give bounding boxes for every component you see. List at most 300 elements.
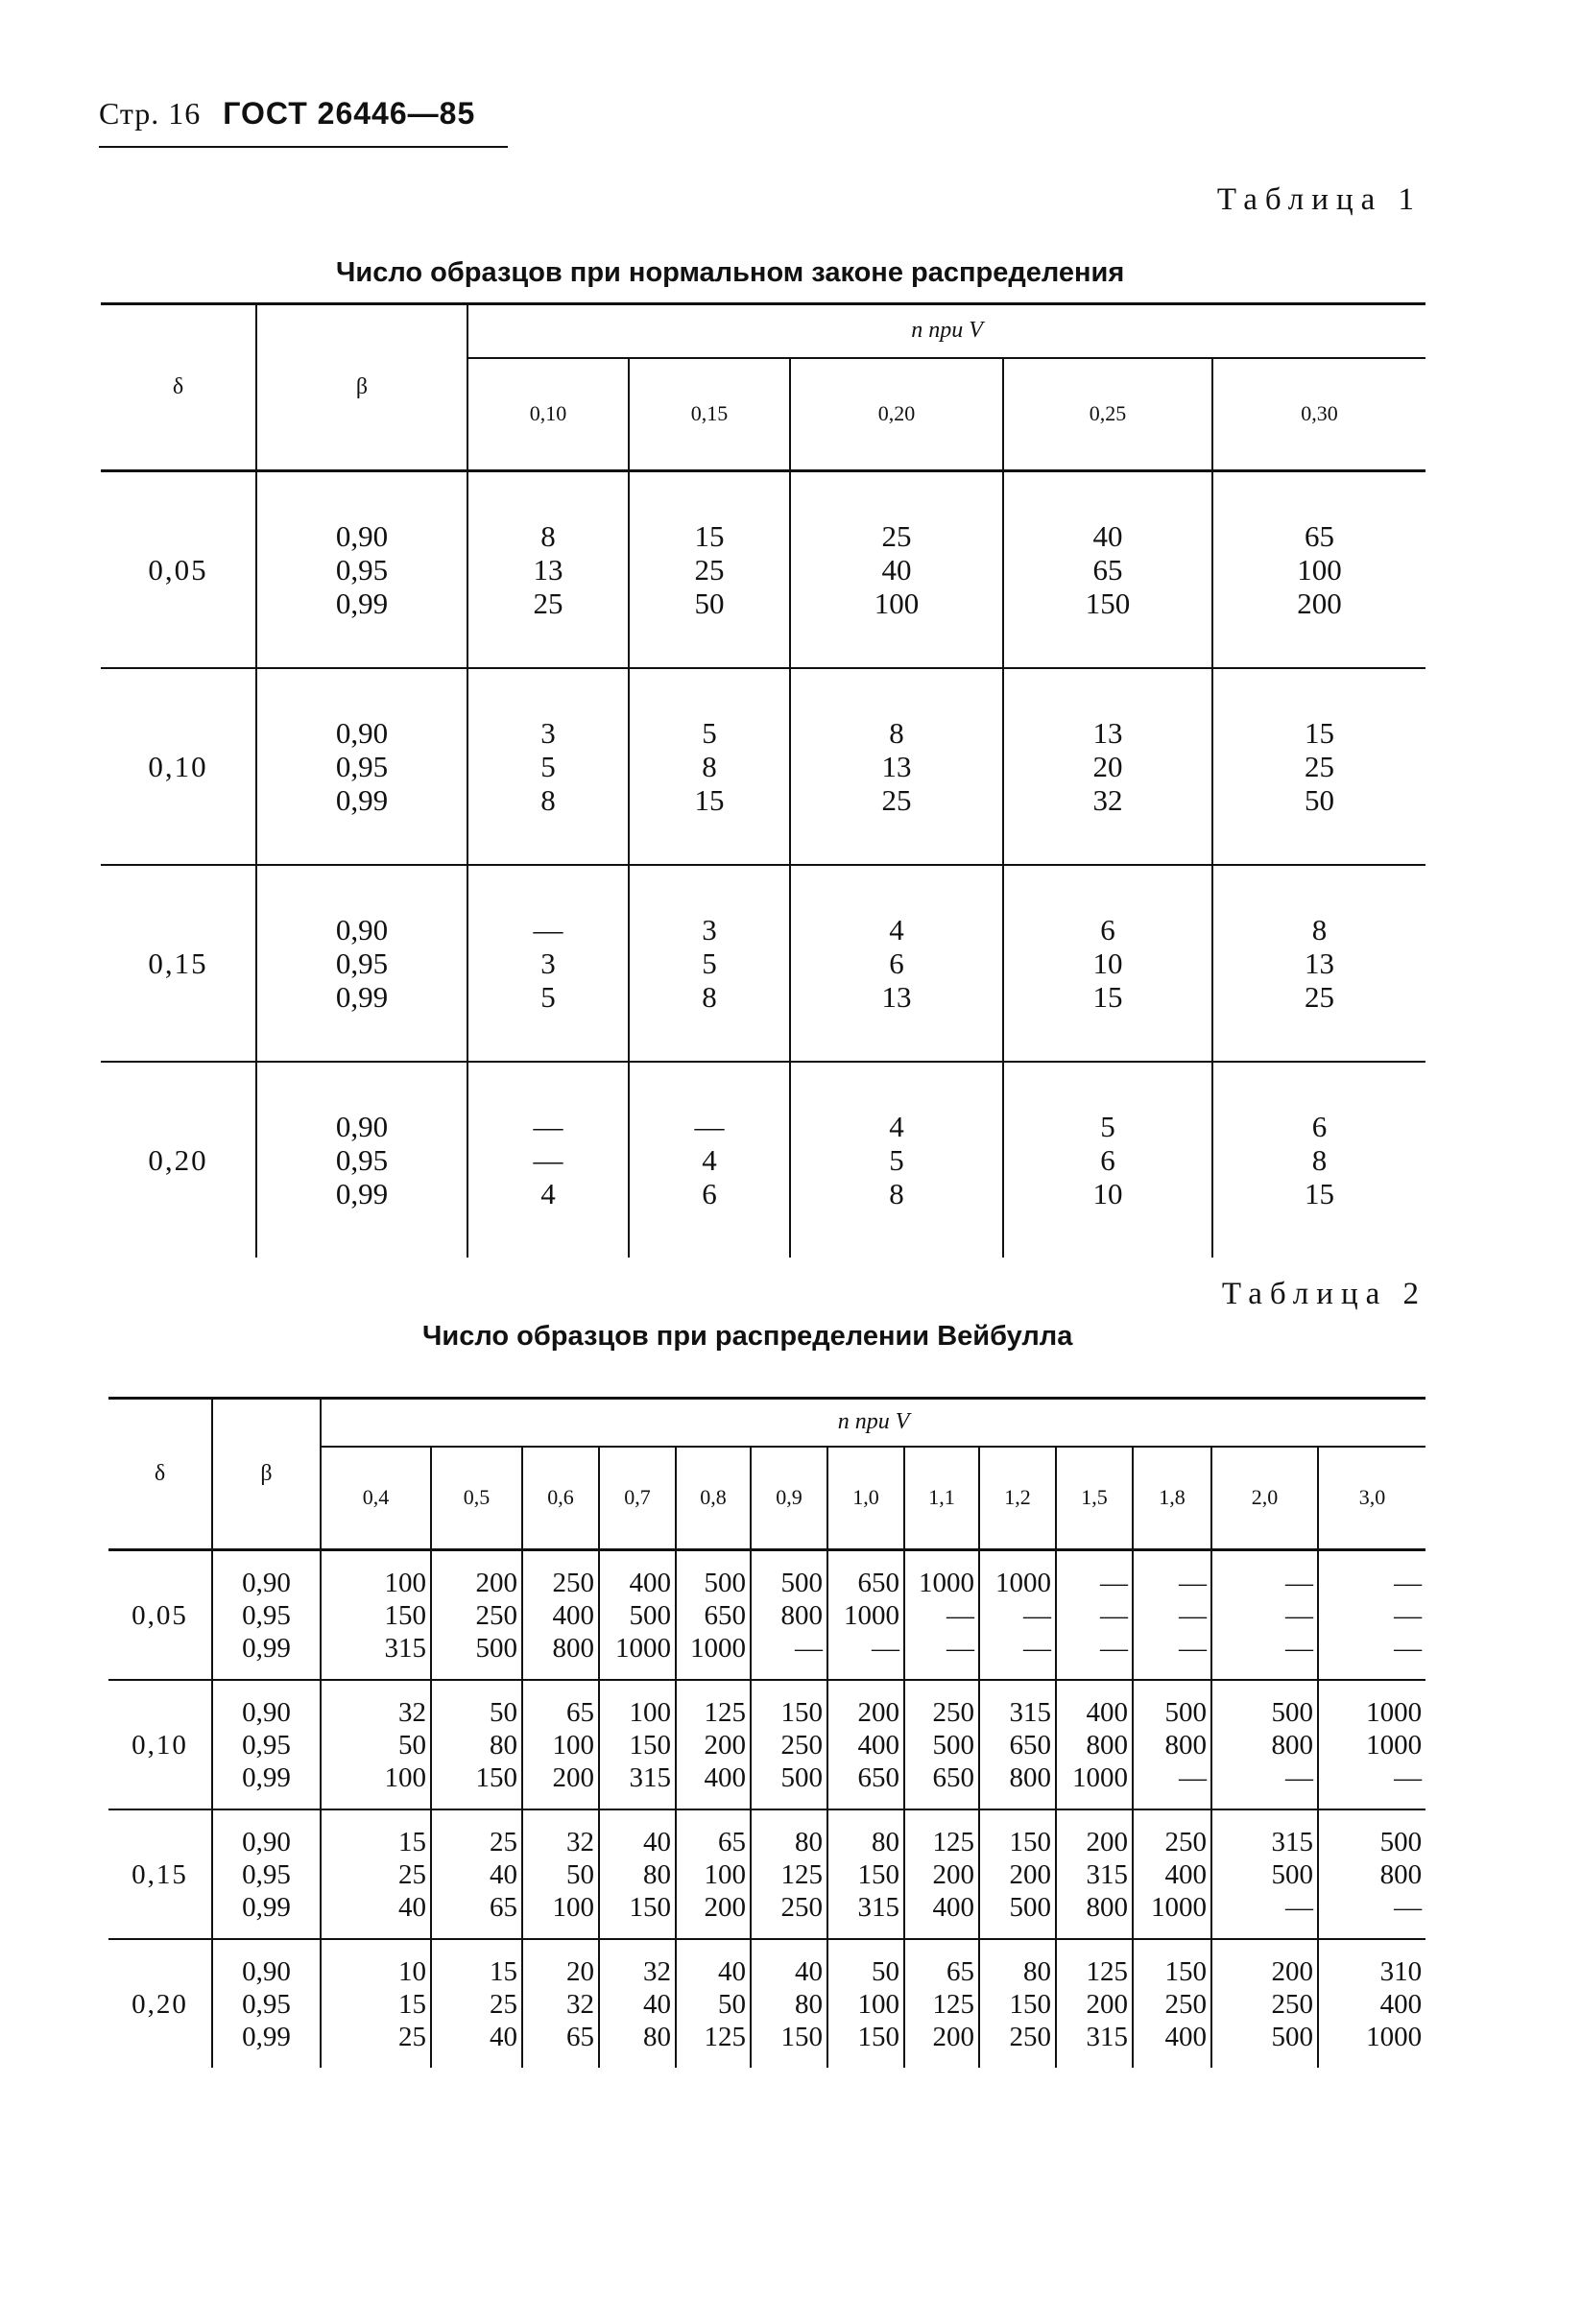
sample-count: 8	[1311, 913, 1328, 946]
sample-count: 80	[795, 1988, 823, 2020]
sample-count: 400	[1164, 2021, 1207, 2052]
sample-count: 20	[1092, 750, 1123, 783]
table2-value-cell	[431, 1680, 522, 1809]
sample-count: 200	[1297, 587, 1342, 620]
sample-count: 500	[780, 1761, 823, 1793]
sample-count: 800	[1086, 1891, 1128, 1923]
table1-value-cell	[629, 865, 790, 1062]
sample-count: 3	[540, 946, 556, 980]
sample-count: —	[1179, 1567, 1207, 1598]
sample-count: 1000	[844, 1599, 899, 1631]
table2-value-cell	[599, 1939, 676, 2068]
table2-value-cell	[321, 1550, 431, 1681]
sample-count: 315	[857, 1891, 899, 1923]
table2-value-cell	[1318, 1809, 1425, 1939]
sample-count: 50	[490, 1696, 517, 1728]
sample-count: 150	[857, 2021, 899, 2052]
table-row	[101, 471, 1425, 669]
table2-value-cell	[827, 1939, 904, 2068]
sample-count: 400	[1379, 1988, 1423, 2020]
sample-count: 65	[1305, 519, 1335, 553]
sample-count: 100	[857, 1988, 899, 2020]
sample-count: —	[1394, 1567, 1423, 1598]
beta-value: 0,90	[242, 1826, 291, 1857]
sample-count: 15	[1305, 1177, 1335, 1210]
table2-value-cell	[599, 1680, 676, 1809]
table2-value-cell	[827, 1680, 904, 1809]
table2-group-header: n при V	[321, 1399, 1425, 1447]
sample-count: 200	[1086, 1826, 1128, 1857]
sample-count: —	[1285, 1891, 1313, 1923]
table2-value-cell	[1056, 1680, 1133, 1809]
beta-value: 0,90	[335, 1110, 389, 1143]
sample-count: —	[1100, 1567, 1128, 1598]
table2-value-cell	[1318, 1680, 1425, 1809]
sample-count: 20	[566, 1955, 594, 1987]
sample-count: 100	[552, 1891, 594, 1923]
table2-value-cell	[522, 1550, 599, 1681]
table1-col-delta: δ	[172, 374, 184, 399]
table1-value-cell	[467, 471, 629, 669]
table2-delta-cell: 0,10	[108, 1680, 212, 1809]
table1-value-cell	[467, 668, 629, 865]
table2-beta-cell	[212, 1809, 321, 1939]
sample-count: 150	[629, 1729, 671, 1761]
sample-count: —	[1285, 1567, 1313, 1598]
sample-count: 25	[490, 1988, 517, 2020]
table2-value-cell	[676, 1939, 751, 2068]
table2-delta-cell: 0,05	[108, 1550, 212, 1681]
table2-value-cell	[1056, 1939, 1133, 2068]
sample-count: 10	[1092, 1177, 1123, 1210]
sample-count: 6	[1311, 1110, 1328, 1143]
sample-count: 5	[540, 980, 556, 1014]
sample-count: 400	[552, 1599, 594, 1631]
table1-delta-cell: 0,20	[101, 1062, 256, 1258]
sample-count: 25	[694, 553, 725, 587]
table2-beta-cell	[212, 1939, 321, 2068]
table2-value-cell	[1211, 1550, 1318, 1681]
table1-value-cell	[467, 865, 629, 1062]
sample-count: 500	[629, 1599, 671, 1631]
table2-value-cell	[676, 1680, 751, 1809]
sample-count: 500	[1271, 1858, 1313, 1890]
table1-value-cell	[1212, 471, 1425, 669]
sample-count: 80	[1023, 1955, 1051, 1987]
table1-value-cell	[629, 668, 790, 865]
table2-value-cell	[522, 1939, 599, 2068]
beta-value: 0,95	[335, 553, 389, 587]
table2-v-header: 0,7	[599, 1447, 676, 1550]
table2-value-cell	[599, 1550, 676, 1681]
sample-count: 25	[1305, 750, 1335, 783]
sample-count: 315	[384, 1632, 426, 1664]
sample-count: 50	[694, 587, 725, 620]
table2-value-cell	[1211, 1809, 1318, 1939]
sample-count: 8	[540, 783, 556, 817]
table2-col-beta: β	[212, 1399, 321, 1550]
table2-value-cell	[1133, 1939, 1211, 2068]
table1-value-cell	[790, 471, 1003, 669]
table1-group-header: n при V	[467, 304, 1425, 358]
sample-count: 4	[702, 1143, 717, 1177]
sample-count: 40	[1092, 519, 1123, 553]
sample-count: —	[872, 1632, 899, 1664]
table1-v-header: 0,10	[467, 358, 629, 471]
sample-count: 1000	[1366, 1729, 1423, 1761]
sample-count: 315	[1086, 2021, 1128, 2052]
sample-count: 5	[1100, 1110, 1115, 1143]
table2-value-cell	[1056, 1809, 1133, 1939]
table1-value-cell	[629, 1062, 790, 1258]
sample-count: 80	[490, 1729, 517, 1761]
table1-v-header: 0,30	[1212, 358, 1425, 471]
sample-count: 500	[1009, 1891, 1051, 1923]
sample-count: 1000	[690, 1632, 746, 1664]
sample-count: —	[1285, 1761, 1313, 1793]
table-row	[101, 668, 1425, 865]
sample-count: 25	[881, 783, 912, 817]
table-row	[108, 1680, 1425, 1809]
table2-v-header: 1,5	[1056, 1447, 1133, 1550]
table2-value-cell	[1211, 1680, 1318, 1809]
table1-label: Таблица 1	[1216, 182, 1422, 217]
sample-count: 4	[889, 913, 904, 946]
sample-count: 50	[566, 1858, 594, 1890]
table2-v-header: 1,1	[904, 1447, 979, 1550]
table-row	[101, 1062, 1425, 1258]
sample-count: 150	[857, 1858, 899, 1890]
table2-value-cell	[1133, 1550, 1211, 1681]
sample-count: 150	[1164, 1955, 1207, 1987]
table1-title: Число образцов при нормальном законе распределения	[336, 257, 1125, 288]
table2-v-header: 2,0	[1211, 1447, 1318, 1550]
sample-count: 5	[702, 716, 717, 750]
sample-count: 100	[384, 1761, 426, 1793]
sample-count: 50	[1305, 783, 1335, 817]
table1-beta-cell	[256, 1062, 467, 1258]
table2-value-cell	[751, 1550, 827, 1681]
sample-count: 8	[889, 1177, 904, 1210]
sample-count: —	[1100, 1599, 1128, 1631]
table1-v-header: 0,15	[629, 358, 790, 471]
sample-count: 25	[533, 587, 563, 620]
sample-count: 32	[566, 1826, 594, 1857]
sample-count: 250	[1164, 1988, 1207, 2020]
page-number: Стр. 16	[99, 96, 202, 131]
sample-count: 150	[629, 1891, 671, 1923]
sample-count: 100	[704, 1858, 746, 1890]
sample-count: —	[795, 1632, 823, 1664]
table2-value-cell	[599, 1809, 676, 1939]
sample-count: 250	[780, 1729, 823, 1761]
sample-count: 200	[932, 2021, 974, 2052]
table1-delta-cell: 0,05	[101, 471, 256, 669]
sample-count: —	[533, 913, 563, 946]
beta-value: 0,99	[242, 2021, 291, 2052]
sample-count: 150	[780, 2021, 823, 2052]
sample-count: 200	[1271, 1955, 1313, 1987]
sample-count: 6	[889, 946, 904, 980]
sample-count: 500	[780, 1567, 823, 1598]
table1-beta-cell	[256, 471, 467, 669]
sample-count: 65	[490, 1891, 517, 1923]
table1-value-cell	[1212, 1062, 1425, 1258]
sample-count: 8	[702, 750, 717, 783]
table2-value-cell	[1133, 1809, 1211, 1939]
sample-count: 125	[704, 2021, 746, 2052]
table-row	[108, 1939, 1425, 2068]
sample-count: 400	[932, 1891, 974, 1923]
sample-count: 250	[1164, 1826, 1207, 1857]
sample-count: 13	[1305, 946, 1335, 980]
table2-value-cell	[321, 1680, 431, 1809]
table2-beta-cell	[212, 1680, 321, 1809]
sample-count: 65	[718, 1826, 746, 1857]
sample-count: —	[533, 1110, 563, 1143]
sample-count: 800	[1009, 1761, 1051, 1793]
table2-value-cell	[1056, 1550, 1133, 1681]
sample-count: 250	[552, 1567, 594, 1598]
sample-count: 65	[566, 2021, 594, 2052]
sample-count: 10	[1092, 946, 1123, 980]
sample-count: 100	[874, 587, 920, 620]
table1-value-cell	[1212, 668, 1425, 865]
sample-count: 40	[718, 1955, 746, 1987]
sample-count: —	[1394, 1761, 1423, 1793]
table2-value-cell	[1211, 1939, 1318, 2068]
sample-count: 315	[1271, 1826, 1313, 1857]
table1-value-cell	[467, 1062, 629, 1258]
table1-delta-cell: 0,15	[101, 865, 256, 1062]
sample-count: 1000	[919, 1567, 974, 1598]
sample-count: 8	[1311, 1143, 1328, 1177]
sample-count: 40	[795, 1955, 823, 1987]
sample-count: 800	[1379, 1858, 1423, 1890]
sample-count: 800	[1271, 1729, 1313, 1761]
table1-value-cell	[1003, 865, 1212, 1062]
running-head	[99, 96, 475, 132]
table2-value-cell	[827, 1809, 904, 1939]
sample-count: 100	[1297, 553, 1342, 587]
table2-col-delta: δ	[154, 1461, 166, 1486]
table2	[108, 1397, 1425, 2068]
table1-v-header: 0,20	[790, 358, 1003, 471]
sample-count: 250	[1009, 2021, 1051, 2052]
sample-count: 15	[1305, 716, 1335, 750]
sample-count: 650	[857, 1761, 899, 1793]
table2-value-cell	[522, 1809, 599, 1939]
sample-count: 150	[1085, 587, 1131, 620]
sample-count: 315	[1009, 1696, 1051, 1728]
sample-count: 5	[540, 750, 556, 783]
running-head-rule	[99, 146, 508, 148]
sample-count: 40	[881, 553, 912, 587]
table1-value-cell	[1003, 471, 1212, 669]
sample-count: 15	[1092, 980, 1123, 1014]
sample-count: —	[1394, 1599, 1423, 1631]
sample-count: 250	[780, 1891, 823, 1923]
sample-count: 200	[704, 1729, 746, 1761]
table2-title: Число образцов при распределении Вейбулла	[422, 1321, 1073, 1352]
sample-count: 32	[643, 1955, 671, 1987]
beta-value: 0,99	[335, 1177, 389, 1210]
sample-count: 65	[566, 1696, 594, 1728]
sample-count: 80	[795, 1826, 823, 1857]
sample-count: 400	[704, 1761, 746, 1793]
sample-count: —	[533, 1143, 563, 1177]
table1	[101, 302, 1425, 1258]
sample-count: 650	[1009, 1729, 1051, 1761]
standard-code: ГОСТ 26446—85	[223, 96, 476, 131]
sample-count: 80	[643, 1858, 671, 1890]
sample-count: 125	[932, 1826, 974, 1857]
sample-count: 50	[398, 1729, 426, 1761]
table1-value-cell	[1003, 1062, 1212, 1258]
beta-value: 0,95	[242, 1988, 291, 2020]
sample-count: 32	[398, 1696, 426, 1728]
sample-count: 25	[490, 1826, 517, 1857]
beta-value: 0,99	[335, 980, 389, 1014]
table2-value-cell	[979, 1680, 1056, 1809]
table2-value-cell	[431, 1939, 522, 2068]
table2-value-cell	[827, 1550, 904, 1681]
table2-v-header: 1,8	[1133, 1447, 1211, 1550]
beta-value: 0,95	[335, 946, 389, 980]
table1-col-beta: β	[256, 304, 467, 471]
sample-count: 800	[1164, 1729, 1207, 1761]
sample-count: 125	[780, 1858, 823, 1890]
table2-delta-cell: 0,15	[108, 1809, 212, 1939]
sample-count: 50	[718, 1988, 746, 2020]
sample-count: 13	[533, 553, 563, 587]
beta-value: 0,99	[242, 1761, 291, 1793]
sample-count: 40	[490, 2021, 517, 2052]
sample-count: 80	[643, 2021, 671, 2052]
sample-count: 100	[384, 1567, 426, 1598]
table2-delta-cell: 0,20	[108, 1939, 212, 2068]
table1-beta-cell	[256, 865, 467, 1062]
sample-count: 8	[540, 519, 556, 553]
beta-value: 0,95	[242, 1858, 291, 1890]
table-row	[108, 1809, 1425, 1939]
sample-count: 25	[398, 2021, 426, 2052]
sample-count: 650	[704, 1599, 746, 1631]
table1-value-cell	[629, 471, 790, 669]
beta-value: 0,90	[335, 716, 389, 750]
sample-count: 1000	[615, 1632, 671, 1664]
table2-value-cell	[904, 1809, 979, 1939]
sample-count: 25	[881, 519, 912, 553]
sample-count: 150	[1009, 1826, 1051, 1857]
sample-count: 6	[702, 1177, 717, 1210]
sample-count: 1000	[1072, 1761, 1128, 1793]
table2-value-cell	[751, 1809, 827, 1939]
table2-v-header: 1,2	[979, 1447, 1056, 1550]
sample-count: 800	[552, 1632, 594, 1664]
sample-count: —	[1179, 1632, 1207, 1664]
sample-count: 125	[1086, 1955, 1128, 1987]
sample-count: 13	[881, 980, 912, 1014]
beta-value: 0,95	[242, 1599, 291, 1631]
sample-count: 250	[1271, 1988, 1313, 2020]
table2-value-cell	[979, 1550, 1056, 1681]
table2-value-cell	[751, 1939, 827, 2068]
table-row	[108, 1550, 1425, 1681]
sample-count: 310	[1379, 1955, 1423, 1987]
beta-value: 0,95	[242, 1729, 291, 1761]
sample-count: 800	[1086, 1729, 1128, 1761]
beta-value: 0,99	[335, 587, 389, 620]
sample-count: 32	[566, 1988, 594, 2020]
sample-count: 65	[1092, 553, 1123, 587]
table2-value-cell	[751, 1680, 827, 1809]
sample-count: 6	[1100, 1143, 1115, 1177]
table2-beta-cell	[212, 1550, 321, 1681]
sample-count: 32	[1092, 783, 1123, 817]
table-row	[101, 865, 1425, 1062]
table2-value-cell	[321, 1939, 431, 2068]
sample-count: 15	[490, 1955, 517, 1987]
sample-count: 25	[1305, 980, 1335, 1014]
beta-value: 0,90	[242, 1955, 291, 1987]
table2-v-header: 3,0	[1318, 1447, 1425, 1550]
table2-v-header: 1,0	[827, 1447, 904, 1550]
sample-count: 500	[1271, 2021, 1313, 2052]
sample-count: 1000	[995, 1567, 1051, 1598]
table2-value-cell	[1318, 1550, 1425, 1681]
sample-count: 15	[398, 1826, 426, 1857]
sample-count: 40	[643, 1826, 671, 1857]
sample-count: 800	[780, 1599, 823, 1631]
sample-count: 4	[540, 1177, 556, 1210]
beta-value: 0,99	[242, 1632, 291, 1664]
table2-value-cell	[979, 1939, 1056, 2068]
sample-count: —	[1285, 1632, 1313, 1664]
sample-count: 150	[384, 1599, 426, 1631]
sample-count: 40	[490, 1858, 517, 1890]
table2-value-cell	[1318, 1939, 1425, 2068]
sample-count: 400	[629, 1567, 671, 1598]
sample-count: 650	[857, 1567, 899, 1598]
table1-delta-cell: 0,10	[101, 668, 256, 865]
table2-value-cell	[904, 1939, 979, 2068]
sample-count: 3	[540, 716, 556, 750]
sample-count: —	[1023, 1599, 1051, 1631]
table2-value-cell	[431, 1550, 522, 1681]
sample-count: —	[1394, 1891, 1423, 1923]
table1-value-cell	[1212, 865, 1425, 1062]
beta-value: 0,90	[335, 519, 389, 553]
sample-count: 200	[552, 1761, 594, 1793]
sample-count: 500	[1164, 1696, 1207, 1728]
sample-count: —	[1179, 1761, 1207, 1793]
sample-count: —	[694, 1110, 725, 1143]
beta-value: 0,99	[335, 783, 389, 817]
sample-count: 150	[780, 1696, 823, 1728]
sample-count: 25	[398, 1858, 426, 1890]
sample-count: 250	[475, 1599, 517, 1631]
sample-count: 8	[702, 980, 717, 1014]
table2-value-cell	[676, 1550, 751, 1681]
sample-count: 50	[872, 1955, 899, 1987]
sample-count: 1000	[1366, 1696, 1423, 1728]
sample-count: 15	[694, 519, 725, 553]
table1-value-cell	[790, 1062, 1003, 1258]
sample-count: 125	[932, 1988, 974, 2020]
beta-value: 0,95	[335, 1143, 389, 1177]
sample-count: —	[1285, 1599, 1313, 1631]
